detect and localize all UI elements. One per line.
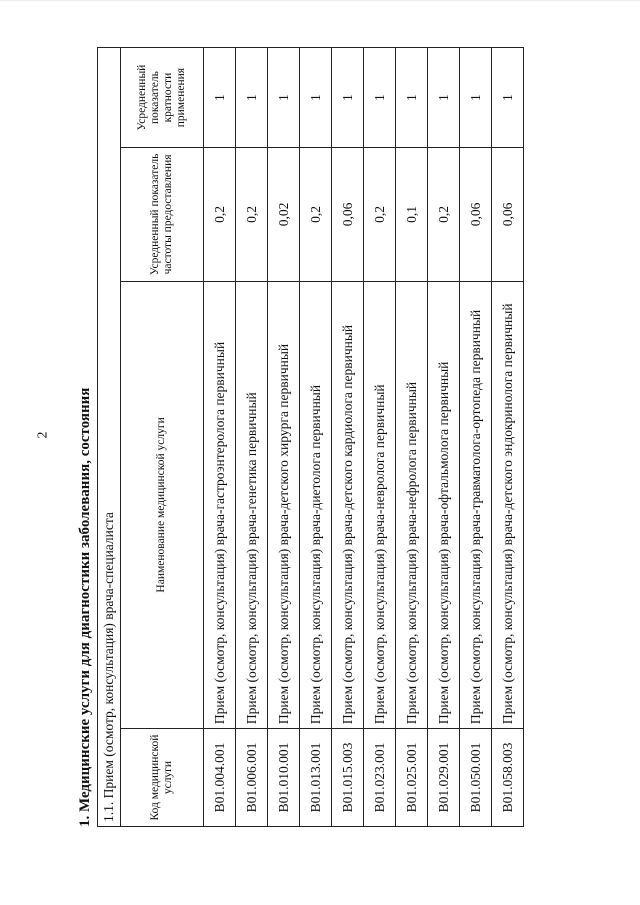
service-name: Прием (осмотр, консультация) врача-офтальмолога первичный xyxy=(428,281,460,728)
table-row xyxy=(204,48,236,827)
service-name: Прием (осмотр, консультация) врача-нефролога первичный xyxy=(396,281,428,728)
service-name: Прием (осмотр, консультация) врача-травматолога-ортопеда первичный xyxy=(460,281,492,728)
header-row xyxy=(121,48,204,827)
multiplicity-value: 1 xyxy=(492,48,524,148)
header-frequency: Усредненный показатель частоты предоставления xyxy=(121,148,204,282)
multiplicity-value: 1 xyxy=(204,48,236,148)
table-row xyxy=(300,48,332,827)
service-code: B01.004.001 xyxy=(204,729,236,827)
service-code: B01.058.003 xyxy=(492,729,524,827)
multiplicity-value: 1 xyxy=(460,48,492,148)
frequency-value: 0,2 xyxy=(364,148,396,282)
multiplicity-value: 1 xyxy=(396,48,428,148)
frequency-value: 0,06 xyxy=(460,148,492,282)
service-code: B01.050.001 xyxy=(460,729,492,827)
frequency-value: 0,2 xyxy=(300,148,332,282)
page-number: 2 xyxy=(35,431,51,439)
subsection-title: 1.1. Прием (осмотр, консультация) врача-специалиста xyxy=(98,48,121,827)
frequency-value: 0,2 xyxy=(428,148,460,282)
header-multiplicity: Усредненный показатель кратности применения xyxy=(121,48,204,148)
multiplicity-value: 1 xyxy=(300,48,332,148)
service-code: B01.015.003 xyxy=(332,729,364,827)
service-code: B01.010.001 xyxy=(268,729,300,827)
frequency-value: 0,06 xyxy=(332,148,364,282)
service-name: Прием (осмотр, консультация) врача-гастроэнтеролога первичный xyxy=(204,281,236,728)
frequency-value: 0,02 xyxy=(268,148,300,282)
frequency-value: 0,06 xyxy=(492,148,524,282)
table-row xyxy=(428,48,460,827)
services-table xyxy=(97,47,524,827)
table-row xyxy=(332,48,364,827)
multiplicity-value: 1 xyxy=(236,48,268,148)
service-name: Прием (осмотр, консультация) врача-детского хирурга первичный xyxy=(268,281,300,728)
scan-edge xyxy=(0,0,640,2)
rotated-page-content xyxy=(77,22,640,827)
header-code: Код медицинской услуги xyxy=(121,729,204,827)
service-name: Прием (осмотр, консультация) врача-невролога первичный xyxy=(364,281,396,728)
multiplicity-value: 1 xyxy=(428,48,460,148)
service-code: B01.025.001 xyxy=(396,729,428,827)
frequency-value: 0,2 xyxy=(204,148,236,282)
subsection-row xyxy=(98,48,121,827)
table-row xyxy=(236,48,268,827)
service-name: Прием (осмотр, консультация) врача-генетика первичный xyxy=(236,281,268,728)
table-row xyxy=(396,48,428,827)
service-name: Прием (осмотр, консультация) врача-детского кардиолога первичный xyxy=(332,281,364,728)
table-row xyxy=(364,48,396,827)
multiplicity-value: 1 xyxy=(364,48,396,148)
table-row xyxy=(268,48,300,827)
service-name: Прием (осмотр, консультация) врача-детского эндокринолога первичный xyxy=(492,281,524,728)
table-row xyxy=(460,48,492,827)
service-code: B01.029.001 xyxy=(428,729,460,827)
service-code: B01.023.001 xyxy=(364,729,396,827)
table-row xyxy=(492,48,524,827)
frequency-value: 0,2 xyxy=(236,148,268,282)
service-code: B01.013.001 xyxy=(300,729,332,827)
service-name: Прием (осмотр, консультация) врача-диетолога первичный xyxy=(300,281,332,728)
section-title: 1. Медицинские услуги для диагностики заболевания, состояния xyxy=(77,387,93,827)
frequency-value: 0,1 xyxy=(396,148,428,282)
service-code: B01.006.001 xyxy=(236,729,268,827)
multiplicity-value: 1 xyxy=(268,48,300,148)
header-name: Наименование медицинской услуги xyxy=(121,281,204,728)
multiplicity-value: 1 xyxy=(332,48,364,148)
